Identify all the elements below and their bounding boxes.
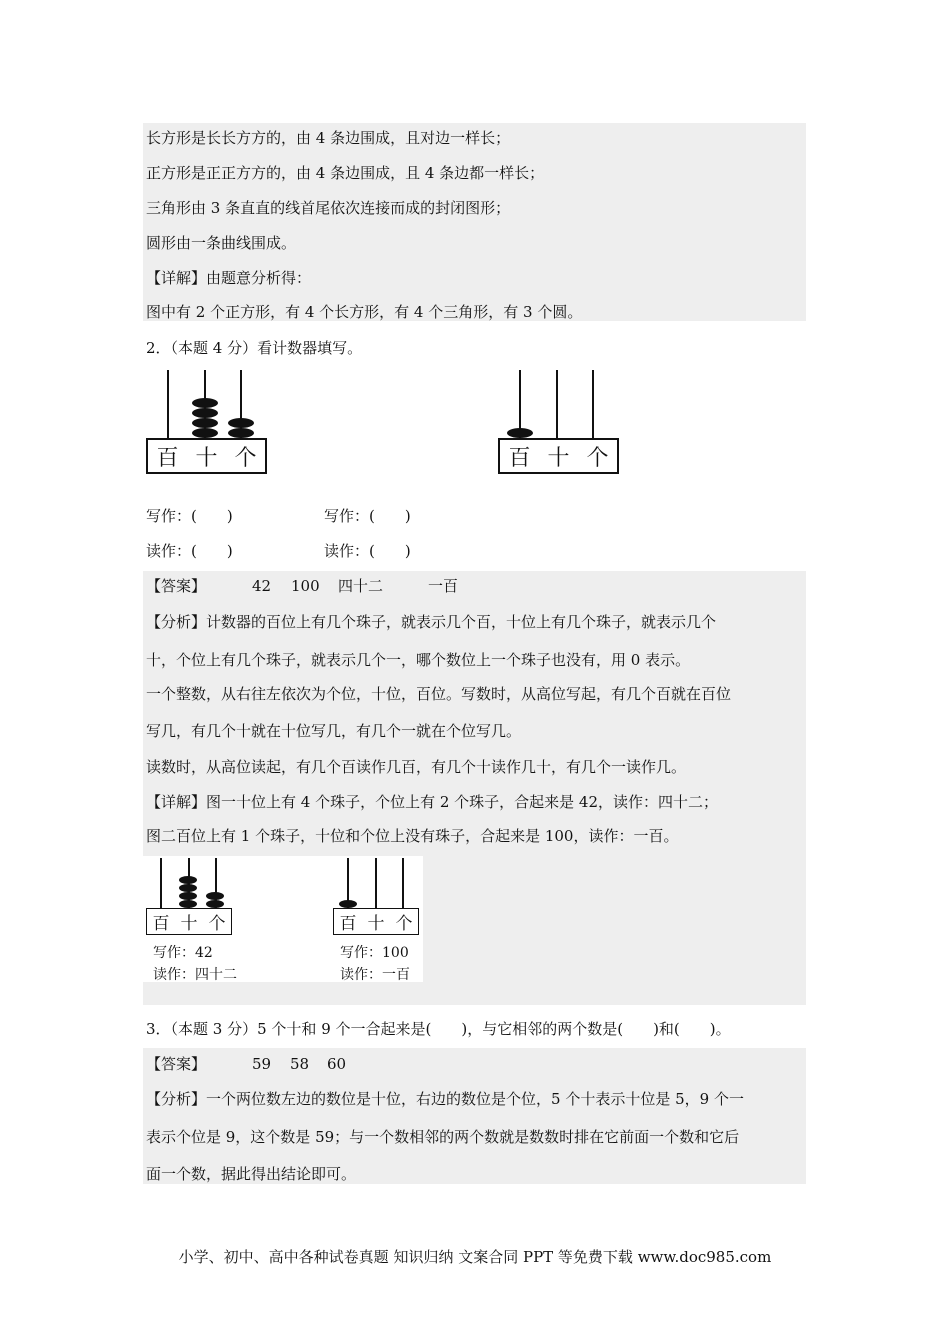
abacus-bead [179,892,197,900]
place-label-tens: 十 [367,914,385,934]
abacus-bead [206,900,224,908]
analysis-line: 表示个位是 9，这个数是 59；与一个数相邻的两个数就是数数时排在它前面一个数和它后 [146,1128,740,1146]
read-blank-2: 读作：( ) [324,542,411,560]
write-blank-2: 写作：( ) [324,507,411,525]
abacus-bead [179,876,197,884]
question-3-title: 3．（本题 3 分）5 个十和 9 个一合起来是( )，与它相邻的两个数是( )和( )。 [146,1020,731,1038]
abacus-base [333,908,419,935]
text-line: 图中有 2 个正方形，有 4 个长方形，有 4 个三角形，有 3 个圆。 [146,303,583,321]
abacus-bead [179,900,197,908]
answer-value: 59 [252,1055,272,1073]
abacus-bead [192,408,218,418]
place-label-ones: 个 [208,914,226,934]
answer-label: 【答案】 [146,1055,207,1073]
answer-label: 【答案】 [146,577,207,595]
solution-abacus-1 [146,858,232,936]
detail-line: 【详解】图一十位上有 4 个珠子，个位上有 2 个珠子，合起来是 42，读作：四十二； [146,793,719,811]
place-label-ones: 个 [395,914,413,934]
abacus-bead [339,900,357,908]
place-label-hundreds: 百 [508,445,531,471]
abacus-figure-2 [498,368,620,476]
answer-value: 42 [252,577,272,595]
text-line: 长方形是长长方方的，由 4 条边围成，且对边一样长； [146,129,511,147]
abacus-bead [507,428,533,438]
solution-read-2: 读作：一百 [340,967,410,983]
place-label-hundreds: 百 [339,914,357,934]
solution-write-2: 写作：100 [340,945,409,961]
place-label-ones: 个 [586,445,609,471]
answer-value: 100 [291,577,320,595]
analysis-line: 读数时，从高位读起，有几个百读作几百，有几个十读作几十，有几个一读作几。 [146,758,687,776]
answer-value: 一百 [428,577,459,595]
answer-value: 58 [290,1055,310,1073]
place-label-tens: 十 [180,914,198,934]
abacus-bead [192,398,218,408]
place-label-ones: 个 [234,445,257,471]
analysis-line: 写几，有几个十就在十位写几，有几个一就在个位写几。 [146,722,522,740]
text-line: 圆形由一条曲线围成。 [146,234,297,252]
solution-read-1: 读作：四十二 [153,967,237,983]
text-line: 三角形由 3 条直直的线首尾依次连接而成的封闭图形； [146,199,511,217]
text-line: 【详解】由题意分析得： [146,269,312,287]
explanation-block-1 [143,123,806,321]
analysis-line: 面一个数，据此得出结论即可。 [146,1165,357,1183]
place-label-tens: 十 [547,445,570,471]
place-label-hundreds: 百 [152,914,170,934]
page-footer: 小学、初中、高中各种试卷真题 知识归纳 文案合同 PPT 等免费下载 www.doc985.com [178,1248,772,1266]
analysis-line: 一个整数，从右往左依次为个位，十位，百位。写数时，从高位写起，有几个百就在百位 [146,685,732,703]
analysis-line: 【分析】一个两位数左边的数位是十位，右边的数位是个位，5 个十表示十位是 5，9 个一 [146,1090,744,1108]
abacus-base [146,438,267,474]
abacus-bead [179,884,197,892]
solution-write-1: 写作：42 [153,945,213,961]
abacus-bead [192,418,218,428]
analysis-line: 十，个位上有几个珠子，就表示几个一，哪个数位上一个珠子也没有，用 0 表示。 [146,651,691,669]
question-2-title: 2．（本题 4 分）看计数器填写。 [146,339,363,357]
abacus-bead [228,418,254,428]
text-line: 正方形是正正方方的，由 4 条边围成，且 4 条边都一样长； [146,164,545,182]
analysis-line: 【分析】计数器的百位上有几个珠子，就表示几个百，十位上有几个珠子，就表示几个 [146,613,717,631]
place-label-hundreds: 百 [156,445,179,471]
read-blank-1: 读作：( ) [146,542,233,560]
abacus-bead [192,428,218,438]
abacus-bead [228,428,254,438]
abacus-base [498,438,619,474]
place-label-tens: 十 [195,445,218,471]
solution-abacus-2 [333,858,419,936]
write-blank-1: 写作：( ) [146,507,233,525]
answer-value: 60 [327,1055,347,1073]
abacus-figure-1 [146,368,268,476]
detail-line: 图二百位上有 1 个珠子，十位和个位上没有珠子，合起来是 100，读作：一百。 [146,827,679,845]
answer-value: 四十二 [338,577,384,595]
abacus-bead [206,892,224,900]
abacus-base [146,908,232,935]
